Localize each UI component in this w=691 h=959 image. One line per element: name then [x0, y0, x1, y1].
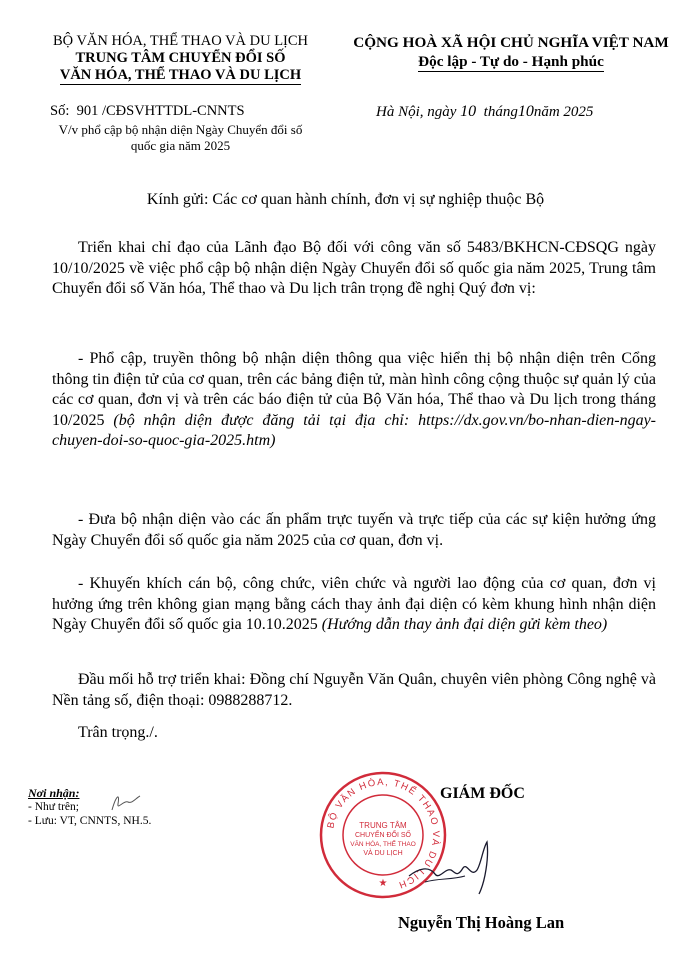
document-date [376, 103, 593, 121]
subject-line2: quốc gia năm 2025 [130, 138, 231, 153]
date-month: 10 [517, 103, 534, 120]
signature-icon [405, 838, 505, 898]
recipient-line: Kính gửi: Các cơ quan hành chính, đơn vị sự nghiệp thuộc Bộ [146, 191, 545, 208]
unit-name-line1: TRUNG TÂM CHUYỂN ĐỔI SỐ [75, 50, 286, 66]
ministry-name: BỘ VĂN HÓA, THỂ THAO VÀ DU LỊCH [52, 33, 309, 49]
item-1-text: - Phổ cập, truyền thông bộ nhận diện thông qua việc hiển thị bộ nhận diện trên Cổng thông tin điện tử của cơ quan, trên các bảng điện tử, màn hình công cộng thuộc sự quản lý của các cơ quan, đơn vị và trên các báo điện tử của Bộ Văn hóa, Thể thao và Du lịch trong tháng 10/2025 [52, 350, 656, 429]
country-name: CỘNG HOÀ XÃ HỘI CHỦ NGHĨA VIỆT NAM [353, 34, 669, 51]
number-value: 901 [76, 103, 99, 119]
subject-line1: V/v phổ cập bộ nhận diện Ngày Chuyển đổi số [58, 122, 303, 137]
issuer-block [28, 33, 333, 85]
date-month-label: tháng [483, 104, 518, 120]
paragraph-item-1 [52, 349, 656, 452]
motto [340, 52, 682, 72]
date-place: Hà Nội, ngày [376, 104, 457, 120]
stamp-center-line2: CHUYỂN ĐỔI SỐ [354, 832, 412, 839]
stamp-center-line1: TRUNG TÂM [359, 821, 407, 830]
paragraph-intro: Triển khai chỉ đạo của Lãnh đạo Bộ đối với công văn số 5483/BKHCN-CĐSQG ngày 10/10/2025 về việc phổ cập bộ nhận diện Ngày Chuyển đổi số quốc gia năm 2025, Trung tâm Chuyển đổi số Văn hóa, Thể thao và Du lịch trân trọng đề nghị Quý đơn vị: [52, 239, 656, 297]
subject [28, 122, 333, 154]
signer-title: GIÁM ĐỐC [440, 785, 525, 802]
stamp-star-icon: ★ [378, 878, 388, 889]
paragraph-item-3 [52, 574, 656, 636]
stamp-center-line4: VÀ DU LỊCH [363, 850, 403, 857]
number-label: Số: [50, 103, 70, 119]
initial-mark-icon [108, 790, 142, 814]
paragraph-contact: Đầu mối hỗ trợ triển khai: Đồng chí Nguyễn Văn Quân, chuyên viên phòng Công nghệ và Nền tảng số, điện thoại: 0988288712. [52, 671, 656, 709]
recipients-label: Nơi nhận: [28, 786, 80, 800]
stamp-ring-text: BỘ VĂN HÓA, THỂ THAO VÀ DU LỊCH [325, 776, 442, 891]
signer-name: Nguyễn Thị Hoàng Lan [398, 913, 565, 932]
document-number [50, 103, 245, 120]
stamp-center-line3: VĂN HÓA, THỂ THAO [350, 841, 416, 848]
date-day: 10 [460, 103, 477, 120]
closing: Trân trọng./. [78, 724, 158, 741]
recipient-item: - Lưu: VT, CNNTS, NH.5. [28, 815, 152, 827]
number-code: /CĐSVHTTDL-CNNTS [101, 103, 245, 119]
paragraph-item-2: - Đưa bộ nhận diện vào các ấn phẩm trực tuyến và trực tiếp của các sự kiện hưởng ứng Ngày Chuyển đổi số quốc gia năm 2025 của cơ quan, đơn vị. [52, 511, 656, 549]
unit-name-line2 [28, 67, 333, 85]
recipient-item: - Như trên; [28, 801, 79, 813]
item-3-note: (Hướng dẫn thay ảnh đại diện gửi kèm theo) [321, 616, 608, 633]
date-year: năm 2025 [533, 104, 594, 120]
unit-name-line2-text: VĂN HÓA, THỂ THAO VÀ DU LỊCH [59, 67, 302, 83]
national-header [340, 33, 682, 72]
motto-text: Độc lập - Tự do - Hạnh phúc [418, 53, 604, 70]
item-3-text: - Khuyến khích cán bộ, công chức, viên chức và người lao động của cơ quan, đơn vị hưởng ứng trên không gian mạng bằng cách thay ảnh đại diện có kèm khung hình nhận diện Ngày Chuyển đổi số quốc gia 10.10.2025 [52, 575, 656, 633]
item-1-note: (bộ nhận diện được đăng tải tại địa chỉ: https://dx.gov.vn/bo-nhan-dien-ngay-chuyen-doi-so-quoc-gia-2025.htm) [52, 411, 657, 449]
